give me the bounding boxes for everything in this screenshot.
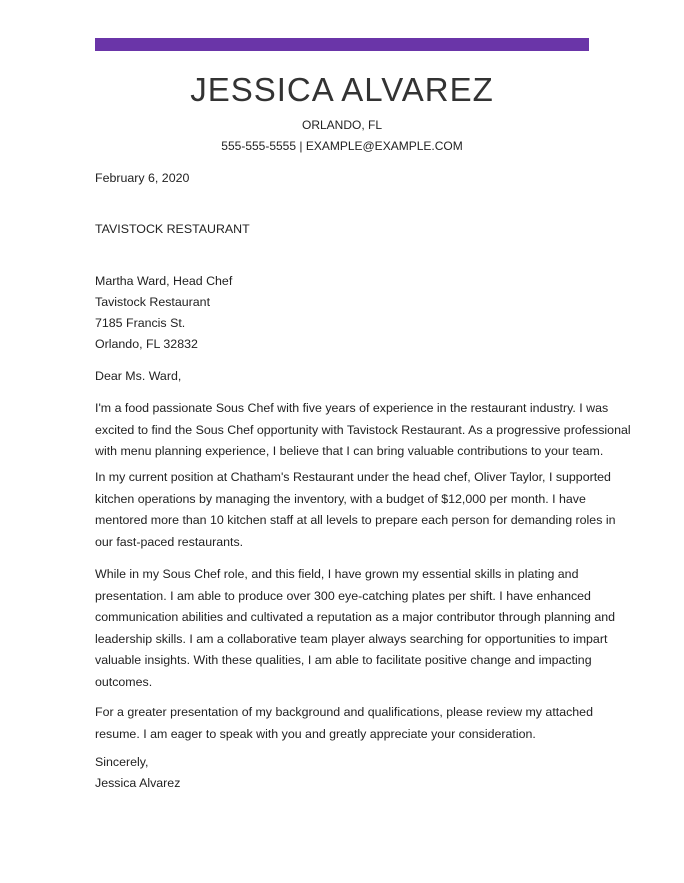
salutation: Dear Ms. Ward, (95, 369, 182, 383)
paragraph-line: resume. I am eager to speak with you and greatly appreciate your consideration. (95, 726, 536, 741)
header-accent-bar (95, 38, 589, 51)
closing: Sincerely, (95, 755, 149, 769)
applicant-city: ORLANDO, FL (301, 118, 382, 132)
paragraph-line: excited to find the Sous Chef opportunity with Tavistock Restaurant. As a progressive professional (95, 422, 631, 437)
paragraph-line: leadership skills. I am a collaborative team player always searching for opportunities to impart (95, 631, 608, 646)
paragraph-line: outcomes. (95, 674, 153, 689)
paragraph-line: communication abilities and cultivated a reputation as a major contributor through planning and (95, 610, 616, 624)
recipient-address (95, 271, 595, 355)
paragraph-line: with menu planning experience, I believe that I can bring valuable contributions to your team. (95, 444, 604, 458)
recipient-line: Tavistock Restaurant (95, 295, 211, 309)
paragraph-line: I'm a food passionate Sous Chef with five years of experience in the restaurant industry. I was (95, 401, 609, 415)
signature-name: Jessica Alvarez (95, 776, 181, 790)
paragraph-line: our fast-paced restaurants. (95, 534, 244, 549)
body-paragraph-1 (95, 398, 631, 463)
paragraph-line: valuable insights. With these qualities, I am able to facilitate positive change and impacting (95, 653, 592, 667)
applicant-contact: 555-555-5555 | EXAMPLE@EXAMPLE.COM (221, 139, 463, 153)
body-paragraph-2 (95, 467, 616, 553)
paragraph-line: kitchen operations by managing the inventory, with a budget of $12,000 per month. I have (95, 491, 586, 506)
body-paragraph-3 (95, 564, 616, 693)
body-paragraph-4 (95, 702, 595, 745)
paragraph-line: While in my Sous Chef role, and this field, I have grown my essential skills in plating and (95, 567, 579, 581)
recipient-line: 7185 Francis St. (95, 316, 186, 330)
paragraph-line: mentored more than 10 kitchen staff at all levels to prepare each person for demanding roles in (95, 513, 616, 527)
paragraph-line: For a greater presentation of my background and qualifications, please review my attached (95, 705, 593, 719)
applicant-name: JESSICA ALVAREZ (190, 71, 494, 108)
closing-block (95, 752, 595, 794)
paragraph-line: In my current position at Chatham's Restaurant under the head chef, Oliver Taylor, I supported (95, 470, 611, 484)
recipient-line: Martha Ward, Head Chef (95, 274, 233, 288)
recipient-line: Orlando, FL 32832 (95, 337, 198, 351)
letter-date: February 6, 2020 (95, 171, 190, 185)
company-heading: TAVISTOCK RESTAURANT (95, 222, 250, 236)
paragraph-line: presentation. I am able to produce over 300 eye-catching plates per shift. I have enhanced (95, 588, 591, 603)
